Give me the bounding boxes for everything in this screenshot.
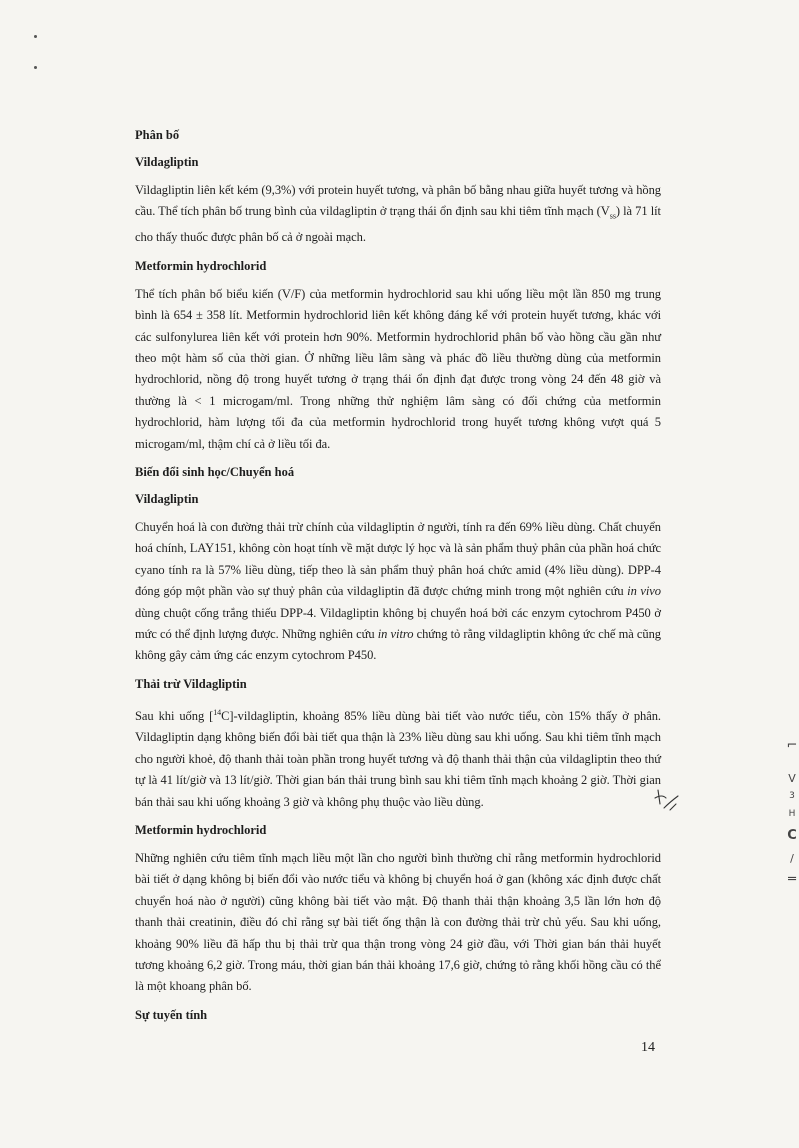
page-number: 14 — [641, 1040, 655, 1055]
subsection-title-metformin-distribution: Metformin hydrochlorid — [135, 258, 267, 273]
scan-speck — [34, 35, 37, 38]
paragraph-vildagliptin-distribution: Vildagliptin liên kết kém (9,3%) với protein huyết tương, và phân bố bằng nhau giữa huyết tương và hồng cầu. Thể tích phân bố trung bình của vildagliptin ở trạng thái ổn định sau khi tiêm tĩnh mạch $(V_{ss})$ là 71 lít cho thấy thuốc được phân bố cả ở ngoài mạch. — [135, 183, 661, 245]
section-title-bien-doi: Biến đổi sinh học/Chuyển hoá — [135, 464, 295, 479]
margin-mark: V — [788, 772, 796, 785]
document-body — [135, 126, 661, 1033]
margin-mark: H — [788, 809, 796, 819]
margin-mark: 3 — [789, 791, 795, 801]
paragraph-vildagliptin-elimination: Sau khi uống [$^{14}$C]-vildagliptin, khoảng 85% liều dùng bài tiết vào nước tiểu, còn 15% thấy ở phân. Vildagliptin dạng không biến đổi bài tiết qua thận là 23% liều dùng sau khi uống. Sau khi tiêm tĩnh mạch cho người khoẻ, độ thanh thải toàn phần trong huyết tương và độ thanh thải thận của vildagliptin theo thứ tự là 41 lít/giờ và 13 lít/giờ. Thời gian bán thải trung bình sau khi tiêm tĩnh mạch khoảng 2 giờ. Thời gian bán thải sau khi uống khoảng 3 giờ và không phụ thuộc vào liều dùng. — [135, 707, 661, 809]
paragraph-metformin-distribution: Thể tích phân bố biểu kiến (V/F) của metformin hydrochlorid sau khi uống liều một lần 850 mg trung bình là 654 ± 358 lít. Metformin hydrochlorid liên kết không đáng kể với protein huyết tương, khác với các sulfonylurea liên kết với protein hơn 90%. Metformin hydrochlorid phân bố vào hồng cầu gần như theo một hàm số của thời gian. Ở những liều lâm sàng và phác đồ liều thường dùng của metformin hydrochlorid, nồng độ trong huyết tương ở trạng thái ổn định đạt được trong vòng 24 đến 48 giờ và thường là < 1 microgam/ml. Trong những thử nghiệm lâm sàng có đối chứng của metformin hydrochlorid, hàm lượng tối đa của metformin hydrochlorid trong huyết tương không vượt quá 5 microgam/ml, thậm chí cả ở liều tối đa. — [135, 286, 661, 451]
margin-bracket-icon: ⌐ — [786, 738, 798, 753]
subsection-title-vildagliptin-distribution: Vildagliptin — [135, 155, 199, 169]
margin-dash-icon: / — [790, 852, 794, 865]
subsection-title-metformin-elimination: Metformin hydrochlorid — [135, 823, 267, 837]
subsection-title-vildagliptin-elimination: Thải trừ Vildagliptin — [135, 676, 247, 691]
section-title-phan-bo: Phân bố — [135, 128, 180, 142]
subsection-title-vildagliptin-metabolism: Vildagliptin — [135, 491, 199, 506]
margin-double-line-icon: ═ — [788, 872, 796, 887]
handwritten-initials-icon — [652, 786, 682, 816]
margin-mark: C — [787, 828, 797, 843]
section-title-su-tuyen-tinh: Sự tuyến tính — [135, 1007, 208, 1022]
paragraph-metformin-elimination: Những nghiên cứu tiêm tĩnh mạch liều một lần cho người bình thường chỉ rằng metformin hydrochlorid bài tiết ở dạng không bị biến đổi vào nước tiểu và không bị chuyển hoá ở gan (không xác định được chất chuyển hoá nào ở người) cũng không bài tiết vào mật. Độ thanh thải thận khoảng 3,5 lần lớn hơn độ thanh thải creatinin, điều đó chỉ rằng sự bài tiết ống thận là con đường thải trừ chủ yếu. Sau khi uống, khoảng 90% liều đã hấp thu bị thải trừ qua thận trong vòng 24 giờ đầu, với Thời gian bán thải huyết tương khoảng 6,2 giờ. Trong máu, thời gian bán thải khoảng 17,6 giờ, chứng tỏ rằng khối hồng cầu có thể là một khoang phân bố. — [135, 851, 661, 994]
paragraph-vildagliptin-metabolism: Chuyển hoá là con đường thải trừ chính của vildagliptin ở người, tính ra đến 69% liều dùng. Chất chuyển hoá chính, LAY151, không còn hoạt tính về mặt dược lý học và là sản phẩm thuỷ phân của phần hoá chức cyano tính ra là 57% liều dùng, tiếp theo là sản phẩm thuỷ phân hoá chức amid (4% liều dùng). DPP-4 đóng góp một phần vào sự thuỷ phân của vildagliptin đã được chứng minh trong một nghiên cứu in vivo dùng chuột cống trắng thiếu DPP-4. Vildagliptin không bị chuyển hoá bởi các enzym cytochrom P450 ở mức có thể định lượng được. Những nghiên cứu in vitro chứng tỏ rằng vildagliptin không ức chế mà cũng không gây cảm ứng các enzym cytochrom P450. — [135, 519, 662, 663]
scan-speck — [34, 66, 37, 69]
